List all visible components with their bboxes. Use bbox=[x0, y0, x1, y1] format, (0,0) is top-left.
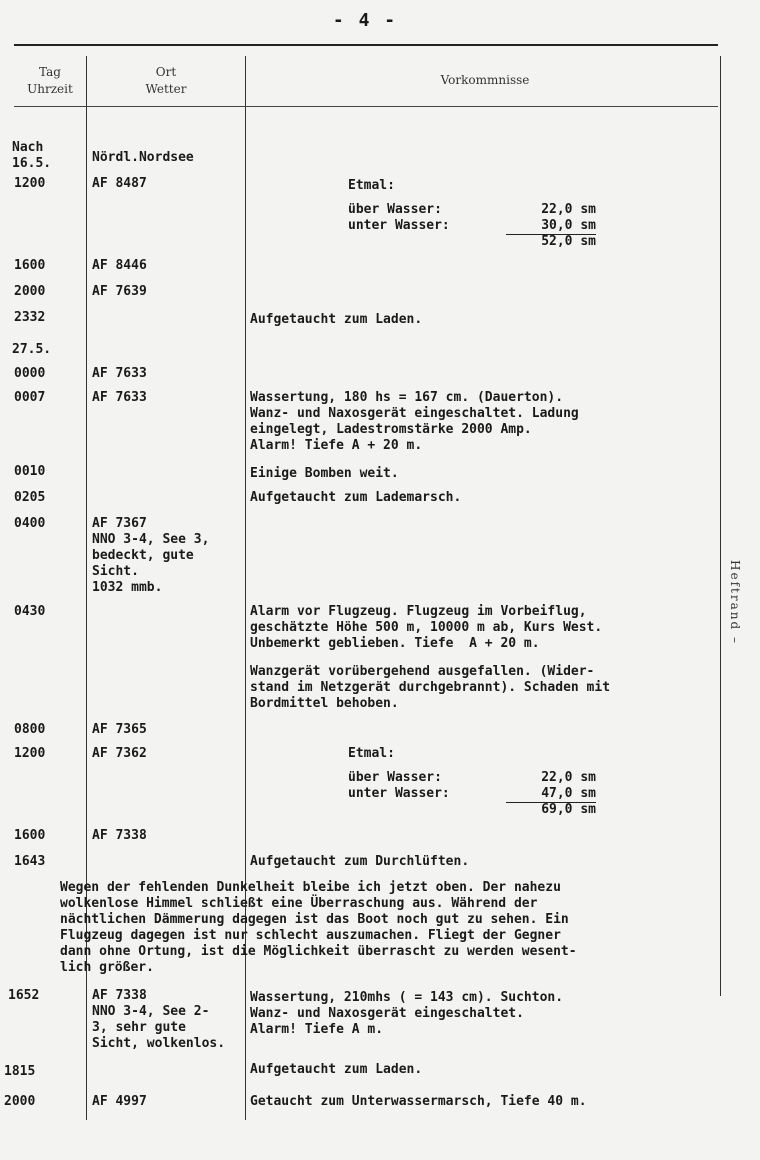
etmal-total: 69,0 sm bbox=[541, 802, 596, 817]
entry-place: AF 7338 NNO 3-4, See 2- 3, sehr gute Sicht, wolkenlos. bbox=[92, 988, 226, 1051]
entry-time: 0007 bbox=[14, 390, 46, 405]
header-rule bbox=[14, 106, 718, 107]
entry-time: 2332 bbox=[14, 310, 46, 325]
entry-place: AF 7633 bbox=[92, 390, 147, 405]
entry-time: Nach 16.5. bbox=[12, 140, 52, 171]
entry-time: 1600 bbox=[14, 828, 46, 843]
header-events: Vorkommnisse bbox=[440, 73, 530, 87]
right-border bbox=[720, 56, 721, 996]
entry-time: 1815 bbox=[4, 1064, 36, 1079]
entry-time: 0430 bbox=[14, 604, 46, 619]
top-rule bbox=[14, 44, 718, 46]
entry-event: Einige Bomben weit. bbox=[250, 466, 399, 481]
header-time bbox=[14, 64, 86, 98]
entry-event: Aufgetaucht zum Laden. bbox=[250, 1062, 423, 1077]
etmal-block-1 bbox=[348, 178, 596, 248]
etmal-over-label: über Wasser: bbox=[348, 770, 442, 785]
entry-event: Aufgetaucht zum Laden. bbox=[250, 312, 423, 327]
header-tag: Tag bbox=[39, 65, 61, 79]
page-number: - 4 - bbox=[332, 10, 398, 31]
entry-time: 1200 bbox=[14, 176, 46, 191]
etmal-total: 52,0 sm bbox=[541, 234, 596, 249]
entry-place: AF 7633 bbox=[92, 366, 147, 381]
margin-note: Heftrand – bbox=[728, 560, 742, 645]
entry-place: AF 7362 bbox=[92, 746, 147, 761]
entry-time: 0205 bbox=[14, 490, 46, 505]
entry-time: 0010 bbox=[14, 464, 46, 479]
entry-date: 27.5. bbox=[12, 342, 52, 357]
entry-event: Alarm vor Flugzeug. Flugzeug im Vorbeiflug, geschätzte Höhe 500 m, 10000 m ab, Kurs West. Unbemerkt geblieben. Tiefe A + 20 m. bbox=[250, 604, 603, 651]
entry-time: 2000 bbox=[4, 1094, 36, 1109]
entry-time: 0000 bbox=[14, 366, 46, 381]
entry-event: Wanzgerät vorübergehend ausgefallen. (Wider- stand im Netzgerät durchgebrannt). Schaden mit Bordmittel behoben. bbox=[250, 664, 611, 711]
entry-time: 1652 bbox=[8, 988, 40, 1003]
etmal-title: Etmal: bbox=[348, 178, 395, 193]
entry-place: AF 8446 bbox=[92, 258, 147, 273]
etmal-block-2 bbox=[348, 746, 596, 816]
entry-place: AF 7367 NNO 3-4, See 3, bedeckt, gute Sicht. 1032 mmb. bbox=[92, 516, 210, 595]
entry-time: 0400 bbox=[14, 516, 46, 531]
entry-place: AF 8487 bbox=[92, 176, 147, 191]
etmal-over-value: 22,0 sm bbox=[541, 202, 596, 217]
commander-remark: Wegen der fehlenden Dunkelheit bleibe ich jetzt oben. Der nahezu wolkenlose Himmel schließt eine Überraschung aus. Während der nächtlichen Dämmerung dagegen ist das Boot noch gut zu sehen. Ein Flugzeug dagegen ist nur schlecht auszumachen. Fliegt der Gegner dann ohne Ortung, ist die Möglichkeit überrascht zu werden wesent- lich größer. bbox=[60, 880, 577, 975]
etmal-under-value: 30,0 sm bbox=[541, 218, 596, 233]
etmal-under-label: unter Wasser: bbox=[348, 218, 450, 233]
entry-event: Aufgetaucht zum Lademarsch. bbox=[250, 490, 462, 505]
entry-event: Wassertung, 210mhs ( = 143 cm). Suchton. Wanz- und Naxosgerät eingeschaltet. Alarm! Tiefe A m. bbox=[250, 990, 564, 1037]
entry-event: Aufgetaucht zum Durchlüften. bbox=[250, 854, 470, 869]
etmal-under-label: unter Wasser: bbox=[348, 786, 450, 801]
etmal-over-value: 22,0 sm bbox=[541, 770, 596, 785]
entry-time: 2000 bbox=[14, 284, 46, 299]
entry-place: Nördl.Nordsee bbox=[92, 150, 194, 165]
etmal-under-value: 47,0 sm bbox=[541, 786, 596, 801]
entry-place: AF 4997 bbox=[92, 1094, 147, 1109]
entry-event: Getaucht zum Unterwassermarsch, Tiefe 40 m. bbox=[250, 1094, 587, 1109]
entry-time: 1643 bbox=[14, 854, 46, 869]
header-ort: Ort bbox=[155, 65, 177, 79]
etmal-title: Etmal: bbox=[348, 746, 395, 761]
entry-place: AF 7639 bbox=[92, 284, 147, 299]
entry-time: 0800 bbox=[14, 722, 46, 737]
header-uhrzeit: Uhrzeit bbox=[27, 82, 73, 96]
header-place bbox=[90, 64, 242, 98]
entry-time: 1200 bbox=[14, 746, 46, 761]
entry-time: 1600 bbox=[14, 258, 46, 273]
etmal-over-label: über Wasser: bbox=[348, 202, 442, 217]
header-wetter: Wetter bbox=[145, 82, 187, 96]
entry-event: Wassertung, 180 hs = 167 cm. (Dauerton). Wanz- und Naxosgerät eingeschaltet. Ladung eingelegt, Ladestromstärke 2000 Amp. Alarm! Tiefe A + 20 m. bbox=[250, 390, 579, 453]
entry-place: AF 7365 bbox=[92, 722, 147, 737]
entry-place: AF 7338 bbox=[92, 828, 147, 843]
